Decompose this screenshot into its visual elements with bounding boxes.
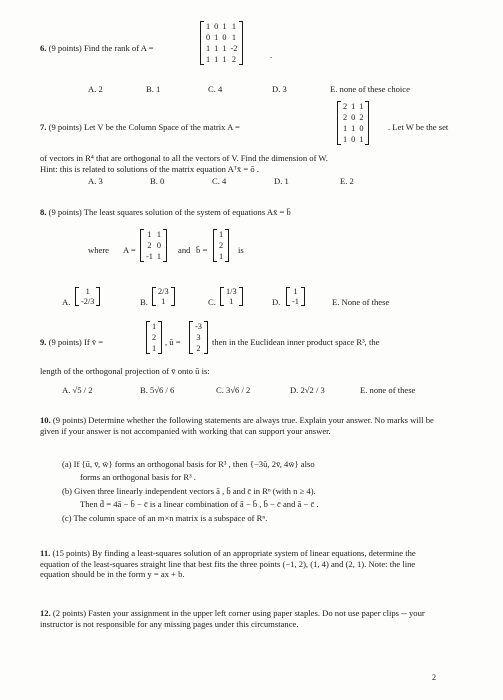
q10-number: 10. (40, 415, 51, 425)
q7-text-after: . Let W be the set (388, 122, 449, 132)
q7-line2: of vectors in R⁴ that are orthogonal to all the vectors of V. Find the dimension of W. (40, 153, 328, 163)
q9-then: then in the Euclidean inner product space R³, the (212, 337, 380, 347)
q9-line2: length of the orthogonal projection of v̄ onto ū is: (40, 366, 210, 376)
q8-vector-b-label: b̄ = (196, 245, 208, 255)
q9-v-entry-1: 1 (152, 322, 157, 331)
q7-option-c: C. 4 (212, 176, 227, 186)
q7-text: Let V be the Column Space of the matrix (83, 122, 226, 132)
q8-and: and (178, 245, 191, 255)
q8-option-d-entry-1: 1 (293, 287, 298, 296)
q10-points: (9 points) (52, 415, 87, 425)
q7-points: (9 points) (48, 122, 82, 132)
q7-hint: Hint: this is related to solutions of the matrix equation Aᵀx̄ = ō . (40, 164, 259, 174)
q8-option-b-entry-2: 1 (161, 296, 166, 306)
q12-number: 12. (40, 608, 51, 618)
q10-part-b-line1: (b) Given three linearly independent vectors ā , b̄ and c̄ in Rⁿ (with n ≥ 4). (62, 486, 316, 496)
q6-option-b: B. 1 (146, 84, 161, 94)
q6-points: (9 points) (48, 43, 82, 53)
q7-matrix-entries: 2 1 1 2 0 2 1 1 0 1 0 1 (343, 102, 364, 144)
q8-option-a-entry-1: 1 (85, 287, 90, 296)
q10-part-c: (c) The column space of an m×n matrix is a subspace of Rⁿ. (62, 513, 268, 523)
q6-text: Find the rank of (83, 43, 140, 53)
q11-points: (15 points) (52, 548, 90, 558)
q10-part-a-line1: (a) If {ū, v̄, w̄} forms an orthogonal basis for R³ , then {−3ū, 2v̄, 4w̄} also (62, 459, 315, 469)
q9-option-c: C. 3√6 / 2 (216, 385, 251, 395)
q8-option-b-label: B. (140, 297, 148, 307)
q9-points: (9 points) (48, 337, 82, 347)
q6-matrix (200, 21, 243, 65)
q9-u-entry-3: 2 (196, 344, 201, 353)
q8-option-e: E. None of these (332, 297, 390, 307)
q7-prompt (40, 122, 240, 133)
q10-part-a-line2: forms an orthogonal basis for R³ . (80, 472, 196, 482)
q7-option-a: A. 3 (88, 176, 103, 186)
q8-option-c-entry-2: 1 (229, 296, 234, 306)
q8-is: is (238, 245, 244, 255)
q8-option-b-entry-1: 2/3 (158, 287, 169, 296)
q6-matrix-entries: 1 0 1 1 0 1 0 1 1 1 1 -2 1 1 1 2 (206, 22, 238, 64)
q11-text: By finding a least-squares solution of an appropriate system of linear equations, determine the equation of the least-squares straight line that best fits the three points (−1, 2), (1, 4) and (2, 1). Note: the line equation should be in the form y = ax + b. (40, 548, 416, 580)
q8-matrix-a-entries: 1 1 2 0 -1 1 (146, 230, 162, 261)
q8-matrix-a (140, 229, 167, 262)
q8-option-a-entry-2: -2/3 (81, 296, 95, 306)
q6-option-e: E. none of these choice (330, 84, 410, 94)
q6-number: 6. (40, 43, 47, 53)
q8-where: where (88, 245, 109, 255)
q9-u-label: , ū = (165, 337, 181, 347)
q10-prompt (40, 415, 440, 436)
q8-vector-b-entries: 1 2 1 (219, 230, 224, 261)
q8-prompt (40, 207, 291, 218)
q7-matrix-label: A = (227, 122, 240, 132)
q9-u-entry-2: 3 (196, 333, 201, 342)
q8-number: 8. (40, 207, 47, 217)
q6-option-a: A. 2 (88, 84, 103, 94)
q6-period: . (270, 50, 273, 60)
q8-vector-b (213, 229, 229, 262)
q7-option-e: E. 2 (340, 176, 354, 186)
q8-option-d-entry-2: -1 (292, 296, 299, 306)
q8-option-b-vector (152, 287, 175, 306)
q7-option-b: B. 0 (150, 176, 165, 186)
q9-prompt-start (40, 337, 103, 348)
q8-option-c-label: C. (208, 297, 216, 307)
q7-option-d: D. 1 (274, 176, 289, 186)
q8-matrix-a-label: A = (123, 245, 136, 255)
q6-prompt (40, 43, 154, 54)
q10-text: Determine whether the following statements are always true. Explain your answer. No marks will be given if your answer is not accompanied with working that can support your answer. (40, 415, 434, 436)
q7-number: 7. (40, 122, 47, 132)
q8-option-c-entry-1: 1/3 (226, 287, 237, 296)
q9-option-b: B. 5√6 / 6 (140, 385, 175, 395)
q12-points: (2 points) (52, 608, 87, 618)
q8-text: The least squares solution of the system of equations Ax̄ = b̄ (83, 207, 291, 217)
q9-v-label: v̄ = (91, 337, 104, 347)
page-number: 2 (432, 673, 436, 682)
q10-part-b-line2: Then d̄ = 4ā − b̄ − c̄ is a linear combination of ā − b̄ , b̄ − c̄ and ā − c̄ . (80, 499, 319, 509)
q6-matrix-label: A = (140, 43, 154, 53)
q6-option-c: C. 4 (208, 84, 223, 94)
q6-option-d: D. 3 (272, 84, 287, 94)
q11-number: 11. (40, 548, 51, 558)
q8-option-a-vector (75, 287, 100, 306)
q12-prompt (40, 608, 440, 629)
q9-vector-u (189, 321, 208, 354)
q7-matrix (337, 101, 369, 145)
q8-option-a-label: A. (62, 297, 71, 307)
q9-v-entry-3: 1 (152, 344, 157, 353)
q8-points: (9 points) (48, 207, 82, 217)
q8-option-c-vector (220, 287, 243, 306)
q8-option-d-label: D. (272, 297, 281, 307)
q9-option-e: E. none of these (360, 385, 416, 395)
q9-u-entry-1: -3 (195, 322, 202, 331)
q9-number: 9. (40, 337, 47, 347)
q9-if: If (83, 337, 90, 347)
q12-text: Fasten your assignment in the upper left corner using paper staples. Do not use paper clips -- your instructor is not responsible for any missing pages under this circumstance. (40, 608, 425, 629)
q9-option-a: A. √5 / 2 (62, 385, 93, 395)
q11-prompt (40, 548, 440, 580)
q9-option-d: D. 2√2 / 3 (290, 385, 325, 395)
q9-vector-v (146, 321, 162, 354)
q8-option-d-vector (286, 287, 305, 306)
q9-v-entry-2: 2 (152, 333, 157, 342)
